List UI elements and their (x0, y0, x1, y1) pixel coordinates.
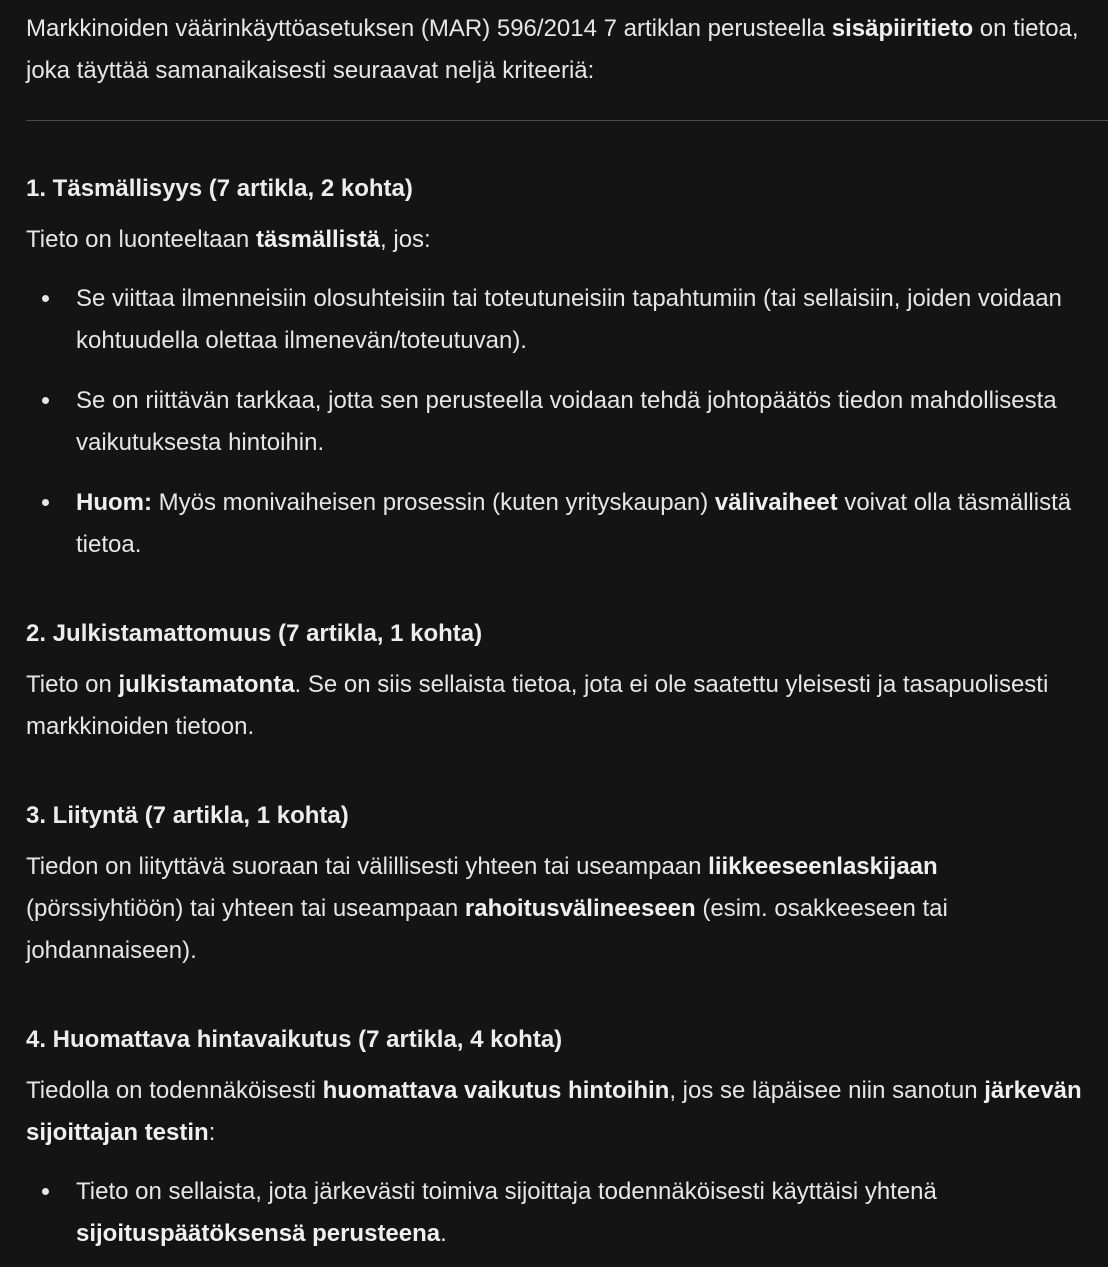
text-segment: sijoituspäätöksensä perusteena (76, 1220, 441, 1247)
text-segment: Markkinoiden väärinkäyttöasetuksen (MAR) 596/2014 7 artiklan perusteella (26, 15, 832, 42)
text-segment: Se viittaa ilmenneisiin olosuhteisiin tai toteutuneisiin tapahtumiin (tai sellaisiin, joiden voidaan kohtuudella olettaa ilmenevän/toteutuvan). (76, 285, 1062, 354)
section-lead (26, 664, 1082, 748)
text-segment: julkistamatonta (118, 671, 295, 698)
text-segment: liikkeeseenlaskijaan (708, 853, 938, 880)
section-heading: 2. Julkistamattomuus (7 artikla, 1 kohta) (26, 620, 483, 647)
section-divider (26, 120, 1108, 121)
bullet-item (26, 1171, 1082, 1255)
text-segment: , jos se läpäisee niin sanotun (669, 1077, 985, 1104)
bullet-item (26, 482, 1082, 566)
text-segment: . (440, 1220, 447, 1247)
text-segment: rahoitusvälineeseen (464, 895, 696, 922)
text-segment: Myös monivaiheisen prosessin (kuten yrityskaupan) (151, 489, 715, 516)
text-segment: on tietoa, joka täyttää samanaikaisesti seuraavat neljä kriteeriä: (26, 15, 1079, 84)
bullet-item (26, 278, 1082, 362)
text-segment: täsmällistä (255, 226, 381, 253)
text-segment: Tieto on luonteeltaan (26, 226, 256, 253)
text-segment: Se on riittävän tarkkaa, jotta sen perusteella voidaan tehdä johtopäätös tiedon mahdollisesta vaikutuksesta hintoihin. (76, 387, 1057, 456)
text-segment: sisäpiiritieto (831, 15, 974, 42)
section-lead (26, 1070, 1082, 1154)
text-segment: Tiedolla on todennäköisesti (26, 1077, 323, 1104)
section-heading: 3. Liityntä (7 artikla, 1 kohta) (26, 802, 349, 829)
text-segment: : (208, 1119, 216, 1146)
intro-paragraph (26, 8, 1082, 92)
section-julkistamattomuus (26, 613, 1082, 748)
text-segment: . Se on siis sellaista tietoa, jota ei ole saatettu yleisesti ja tasapuolisesti markkinoiden tietoon. (26, 671, 1049, 740)
section-heading: 1. Täsmällisyys (7 artikla, 2 kohta) (26, 175, 413, 202)
section-lead (26, 219, 1082, 261)
text-segment: Tieto on sellaista, jota järkevästi toimiva sijoittaja todennäköisesti käyttäisi yhtenä (76, 1178, 937, 1205)
section-tasmallisyys (26, 168, 1082, 566)
section-lead (26, 846, 1082, 972)
text-segment: huomattava vaikutus hintoihin (322, 1077, 670, 1104)
bullet-item (26, 380, 1082, 464)
text-segment: välivaiheet (714, 489, 838, 516)
section-liitynta (26, 795, 1082, 972)
text-segment: Tiedon on liityttävä suoraan tai välillisesti yhteen tai useampaan (26, 853, 709, 880)
text-segment: (pörssiyhtiöön) tai yhteen tai useampaan (26, 895, 465, 922)
text-segment: , jos: (380, 226, 431, 253)
section-heading: 4. Huomattava hintavaikutus (7 artikla, 4 kohta) (26, 1026, 563, 1053)
text-segment: voivat olla täsmällistä tietoa. (76, 489, 1072, 558)
section-hintavaikutus (26, 1019, 1082, 1255)
text-segment: Tieto on (26, 671, 119, 698)
text-segment: (esim. osakkeeseen tai johdannaiseen). (26, 895, 948, 964)
bullet-list (26, 1171, 1082, 1255)
text-segment: Huom: (76, 489, 152, 516)
text-segment: järkevän sijoittajan testin (26, 1077, 1082, 1146)
bullet-list (26, 278, 1082, 566)
